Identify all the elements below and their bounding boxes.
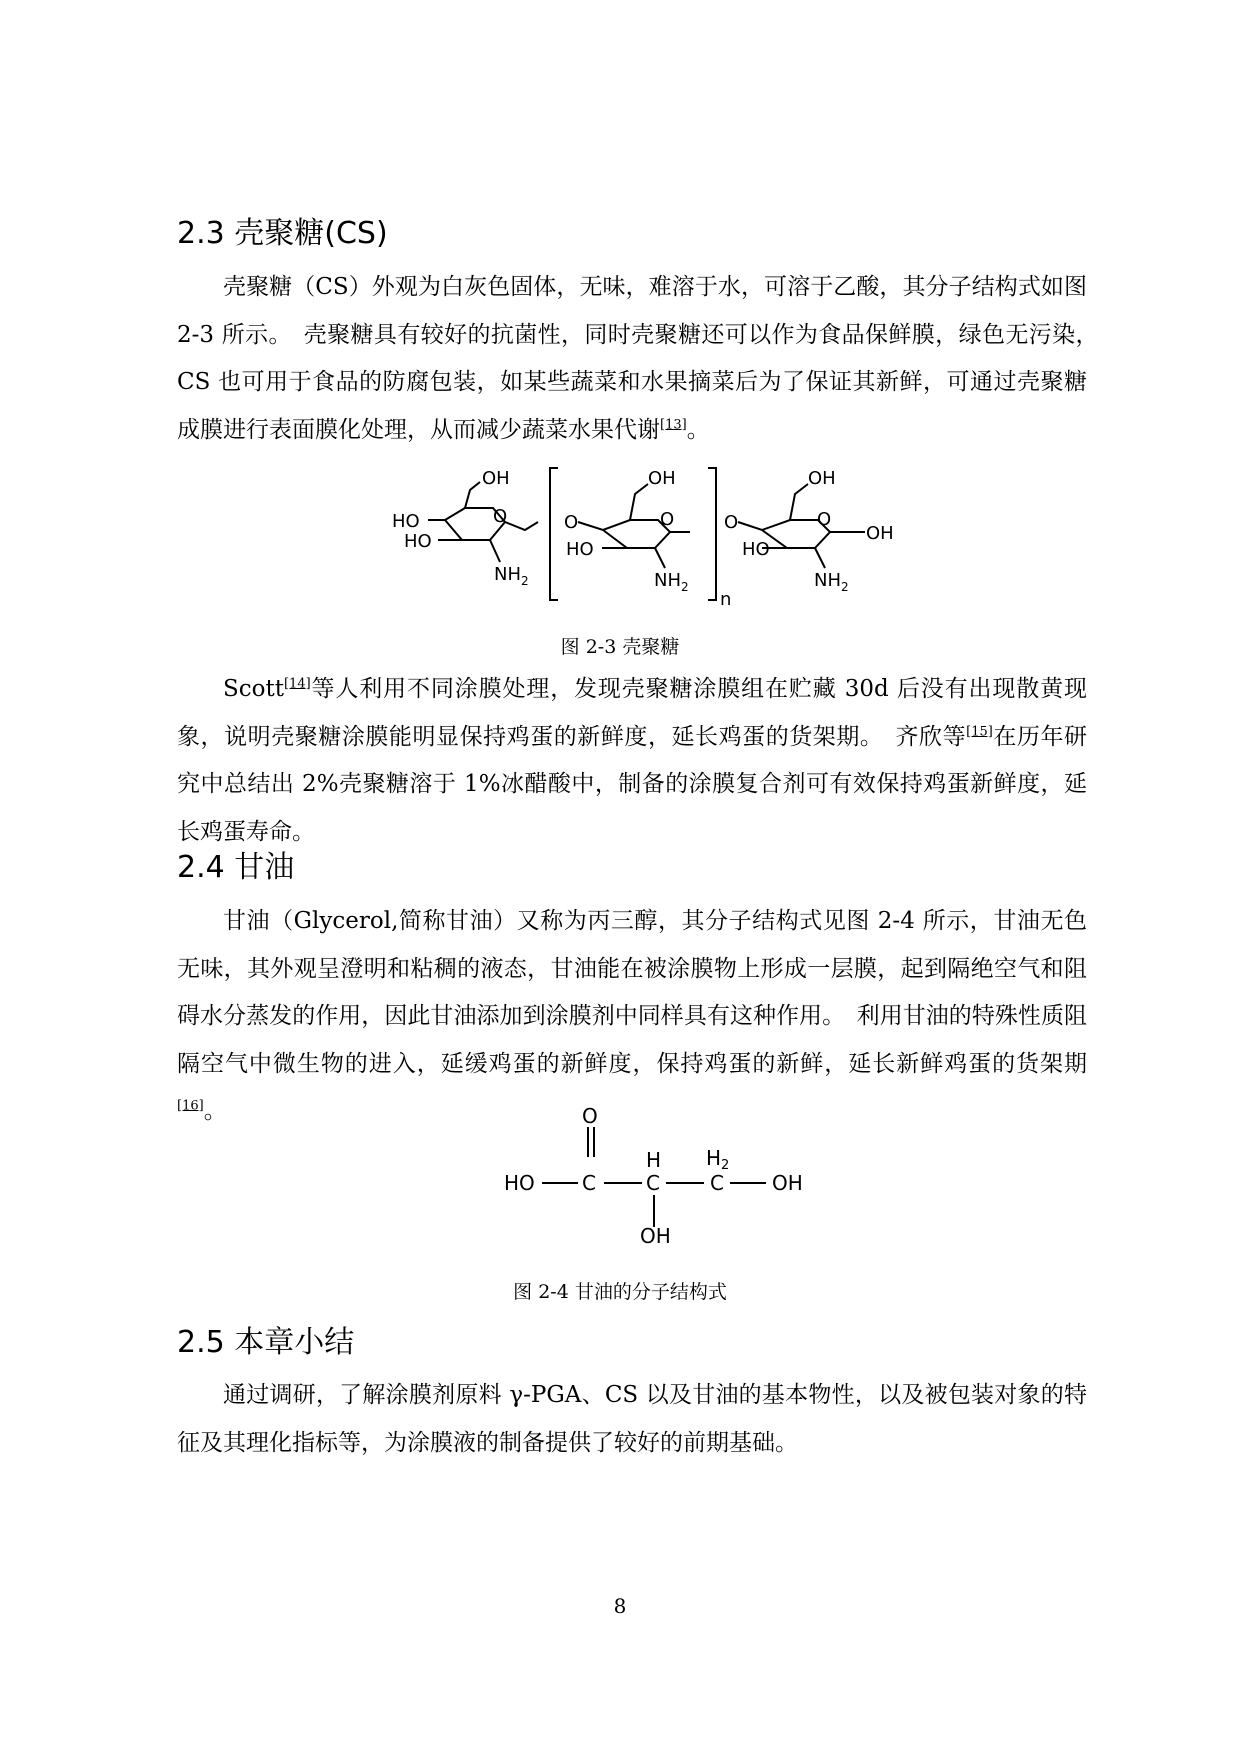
label-nh2: $NH_2$ (494, 564, 529, 588)
label-oh: OH (640, 1224, 671, 1245)
label-ho: HO (566, 539, 594, 560)
label-h2: $H_2$ (706, 1146, 730, 1173)
paragraph-glycerol (177, 898, 1087, 1136)
glycerol-structure-figure (500, 1105, 820, 1245)
paragraph-text: 通过调研，了解涂膜剂原料 γ-PGA、CS 以及甘油的基本物性，以及被包装对象的特征及其理化指标等，为涂膜液的制备提供了较好的前期基础。 (177, 1382, 1087, 1456)
label-c: C (582, 1171, 596, 1195)
label-ho: HO (404, 531, 432, 552)
label-c: C (710, 1171, 724, 1195)
citation-15[interactable]: [15] (966, 723, 993, 739)
label-ho: HO (504, 1171, 535, 1195)
paragraph-text: 在历年研究中总结出 2%壳聚糖溶于 1%冰醋酸中，制备的涂膜复合剂可有效保持鸡蛋新鲜度，延长鸡蛋寿命。 (177, 723, 1088, 845)
label-o: O (660, 509, 675, 530)
paragraph-summary (177, 1372, 1087, 1467)
label-c: C (646, 1171, 660, 1195)
label-o: O (564, 512, 579, 533)
label-oh: OH (808, 468, 836, 489)
label-o: O (582, 1105, 598, 1128)
paragraph-chitosan-studies (177, 666, 1087, 856)
paragraph-text: 壳聚糖（CS）外观为白灰色固体，无味，难溶于水，可溶于乙酸，其分子结构式如图 2-3 所示。 壳聚糖具有较好的抗菌性，同时壳聚糖还可以作为食品保鲜膜，绿色无污染， CS 也可用于食品的防腐包装，如某些蔬菜和水果摘菜后为了保证其新鲜，可通过壳聚糖成膜进行表面膜化处理，从而减少蔬菜水果代谢 (177, 274, 1110, 443)
figure-caption-2-3: 图 2-3 壳聚糖 (560, 636, 680, 658)
label-o: O (817, 509, 832, 530)
paragraph-text: Scott (223, 676, 284, 702)
label-nh2: $NH_2$ (814, 570, 849, 594)
label-h: H (646, 1148, 662, 1172)
label-n: n (720, 589, 732, 610)
label-oh: OH (482, 468, 510, 489)
label-oh: OH (866, 523, 894, 544)
label-o: O (493, 506, 508, 527)
label-nh2: $NH_2$ (654, 570, 689, 594)
citation-13[interactable]: [13] (660, 416, 687, 432)
chitosan-structure-figure (390, 460, 950, 610)
label-o: O (724, 512, 739, 533)
section-heading-2-3: 2.3 壳聚糖(CS) (177, 216, 388, 251)
section-heading-2-4: 2.4 甘油 (177, 850, 295, 885)
figure-caption-2-4: 图 2-4 甘油的分子结构式 (513, 1281, 727, 1303)
label-oh: OH (772, 1171, 803, 1195)
paragraph-text: 。 (203, 1098, 227, 1124)
paragraph-text: 等人利用不同涂膜处理，发现壳聚糖涂膜组在贮藏 30d 后没有出现散黄现象，说明壳聚糖涂膜能明显保持鸡蛋的新鲜度，延长鸡蛋的货架期。 齐欣等 (177, 676, 1087, 750)
label-oh: OH (648, 468, 676, 489)
page-number: 8 (613, 1594, 627, 1618)
label-ho: HO (392, 511, 420, 532)
label-ho: HO (742, 539, 770, 560)
paragraph-chitosan-intro (177, 264, 1110, 454)
section-heading-2-5: 2.5 本章小结 (177, 1325, 355, 1360)
citation-14[interactable]: [14] (283, 676, 311, 692)
citation-16[interactable]: [16] (177, 1098, 204, 1114)
paragraph-text: 甘油（Glycerol,简称甘油）又称为丙三醇，其分子结构式见图 2-4 所示，甘油无色无味，其外观呈澄明和粘稠的液态，甘油能在被涂膜物上形成一层膜，起到隔绝空气和阻碍水分蒸发的作用，因此甘油添加到涂膜剂中同样具有这种作用。 利用甘油的特殊性质阻隔空气中微生物的进入，延缓鸡蛋的新鲜度，保持鸡蛋的新鲜，延长新鲜鸡蛋的货架期 (177, 908, 1087, 1077)
paragraph-text: 。 (686, 416, 710, 443)
